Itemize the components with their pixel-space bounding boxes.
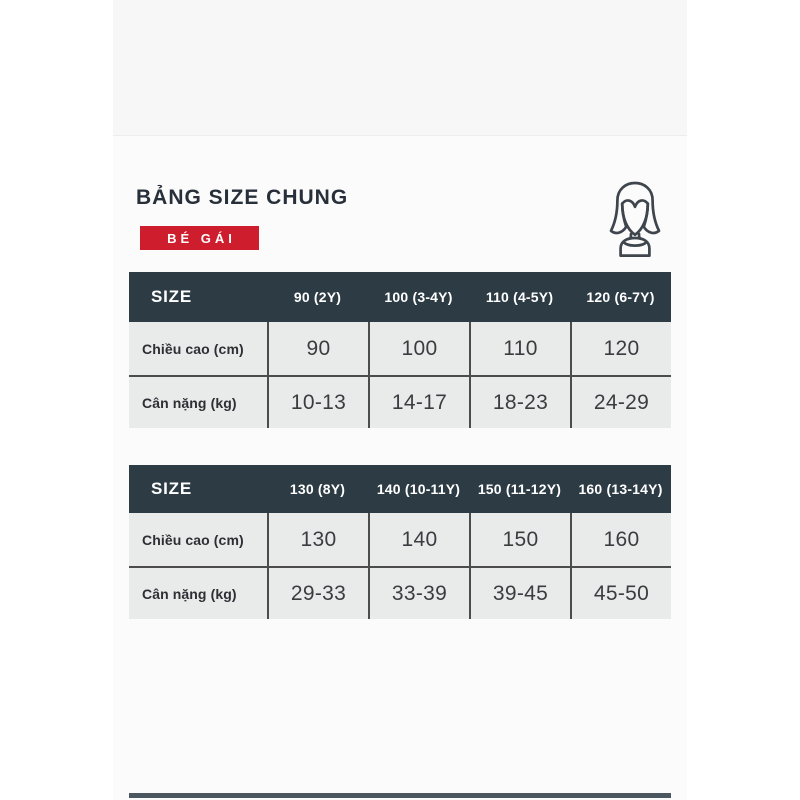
value-cell: 33-39 [368, 566, 469, 619]
cropped-next-table-edge [129, 793, 671, 798]
girl-badge-label: BÉ GÁI [167, 230, 236, 246]
column-header-cell: 110 (4-5Y) [485, 289, 554, 305]
value-cell: 120 [570, 322, 671, 375]
page-title: BẢNG SIZE CHUNG [136, 186, 349, 209]
girl-icon [595, 160, 675, 260]
girl-badge [140, 226, 259, 250]
table-row [129, 322, 671, 375]
value-cell: 24-29 [570, 375, 671, 428]
size-table-large [129, 465, 671, 619]
content-panel [113, 0, 687, 800]
column-header-cell: 150 (11-12Y) [477, 481, 562, 497]
column-header-cell: 130 (8Y) [289, 481, 346, 497]
table-row [129, 513, 671, 566]
column-header-cell: 160 (13-14Y) [578, 481, 663, 497]
size-table-small [129, 272, 671, 428]
value-cell: 110 [469, 322, 570, 375]
value-cell: 10-13 [267, 375, 368, 428]
value-cell: 160 [570, 513, 671, 566]
column-header-cell: 100 (3-4Y) [384, 289, 453, 305]
value-cell: 39-45 [469, 566, 570, 619]
row-label: Chiều cao (cm) [142, 531, 244, 548]
row-label: Cân nặng (kg) [129, 566, 267, 619]
size-header-cell: SIZE [151, 479, 192, 498]
table-header-row [129, 465, 671, 513]
table-header-row [129, 272, 671, 322]
value-cell: 14-17 [368, 375, 469, 428]
value-cell: 100 [368, 322, 469, 375]
top-band [113, 0, 687, 136]
size-header-cell: SIZE [151, 287, 192, 306]
value-cell: 18-23 [469, 375, 570, 428]
value-cell: 140 [368, 513, 469, 566]
value-cell: 29-33 [267, 566, 368, 619]
column-header-cell: 120 (6-7Y) [586, 289, 655, 305]
table-row [129, 566, 671, 619]
row-label: Cân nặng (kg) [129, 375, 267, 428]
value-cell: 130 [267, 513, 368, 566]
column-header-cell: 90 (2Y) [293, 289, 342, 305]
value-cell: 90 [267, 322, 368, 375]
table-row [129, 375, 671, 428]
row-label: Chiều cao (cm) [142, 340, 244, 357]
column-header-cell: 140 (10-11Y) [376, 481, 461, 497]
value-cell: 150 [469, 513, 570, 566]
value-cell: 45-50 [570, 566, 671, 619]
